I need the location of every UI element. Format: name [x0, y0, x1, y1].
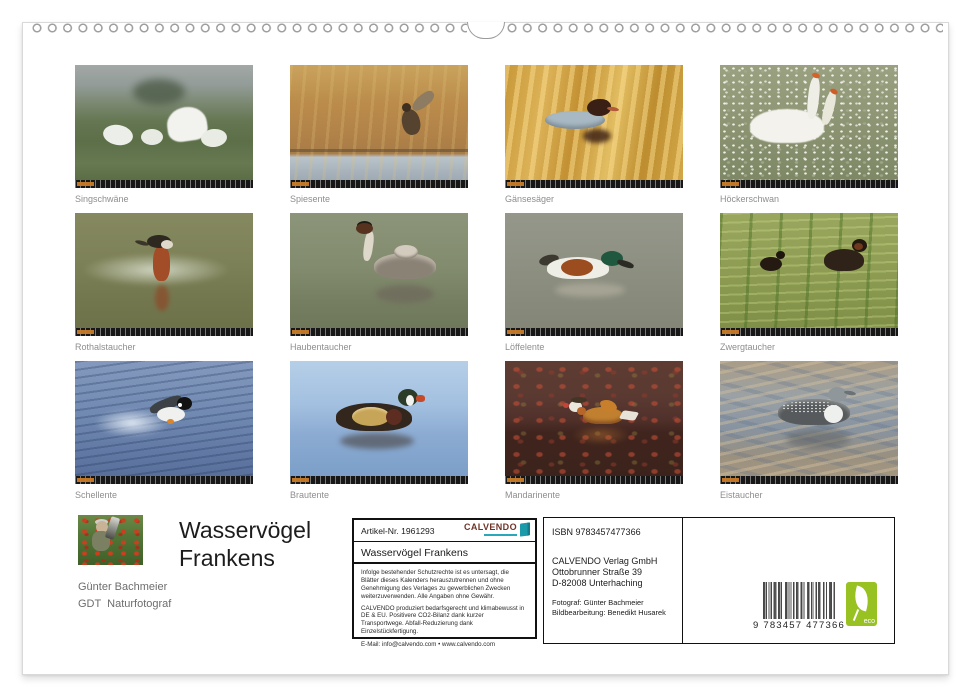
credit-line-photographer: Fotograf: Günter Bachmeier: [552, 598, 644, 607]
article-number-row: [354, 520, 535, 542]
thumbnail-caption: Eistaucher: [720, 490, 763, 500]
legal-paragraph-1: Infolge bestehender Schutzrechte ist es untersagt, die Blätter dieses Kalenders herauszutrennen und ohne Genehmigung des Verlages zu gewerblichen Zwecken weiterzuverwenden. Alle Angaben ohne Gewähr.: [361, 569, 511, 600]
calvendo-book-icon: [520, 522, 530, 536]
calendar-date-strip: [290, 476, 468, 484]
calendar-date-strip: [720, 328, 898, 336]
isbn-number: ISBN 9783457477366: [552, 527, 641, 537]
publisher-address-line: D-82008 Unterhaching: [552, 578, 643, 588]
calendar-thumbnail: [505, 361, 683, 500]
product-info-box: [352, 518, 537, 648]
bird-photo-spiesente: [290, 65, 468, 188]
contact-line: E-Mail: info@calvendo.com • www.calvendo.com: [361, 641, 495, 648]
thumbnail-caption: Zwergtaucher: [720, 342, 776, 352]
thumbnail-caption: Gänsesäger: [505, 194, 555, 204]
calendar-date-strip: [75, 328, 253, 336]
barcode-digits: 9 783457 477366: [753, 620, 845, 631]
publisher-box: [543, 517, 683, 644]
photographer-portrait: [78, 515, 143, 565]
calendar-date-strip: [505, 476, 683, 484]
barcode-box: [682, 517, 895, 644]
eco-leaf-stem: [853, 609, 859, 621]
bird-photo-haubentaucher: [290, 213, 468, 336]
calendar-thumbnail: [75, 213, 253, 352]
legal-paragraph-2: CALVENDO produziert bedarfsgerecht und klimabewusst in DE & EU. Positivere CO2-Bilanz dank kurzer Transportwege. Abfall-Reduzierung dank Einzelstückfertigung.: [361, 604, 525, 636]
bird-photo-gaensesaeger: [505, 65, 683, 188]
thumbnail-caption: Mandarinente: [505, 490, 561, 500]
ean-barcode: [763, 582, 835, 619]
calendar-thumbnail: [720, 213, 898, 352]
eco-leaf-icon: [851, 586, 871, 612]
publisher-address-line: Ottobrunner Straße 39: [552, 567, 643, 577]
publisher-address-line: CALVENDO Verlag GmbH: [552, 556, 658, 566]
calendar-thumbnail: [75, 361, 253, 500]
calendar-date-strip: [75, 476, 253, 484]
credits-block: [552, 598, 674, 617]
calendar-date-strip: [505, 328, 683, 336]
bird-photo-rothalstaucher: [75, 213, 253, 336]
calendar-date-strip: [290, 180, 468, 188]
page-title: [179, 516, 311, 572]
page-title-line2: Frankens: [179, 545, 275, 571]
calendar-date-strip: [505, 180, 683, 188]
calendar-thumbnail: [720, 361, 898, 500]
calendar-date-strip: [720, 180, 898, 188]
calvendo-wordmark: CALVENDO: [463, 522, 517, 533]
photographer-name: Günter Bachmeier: [78, 581, 168, 593]
credit-line-editing: Bildbearbeitung: Benedikt Husarek: [552, 607, 666, 617]
calendar-date-strip: [75, 180, 253, 188]
calvendo-wordmark-wrap: [464, 523, 517, 536]
bird-photo-schellente: [75, 361, 253, 484]
bird-photo-mandarinente: [505, 361, 683, 484]
binding-holes-right: [505, 21, 943, 35]
bird-photo-singschwaene: [75, 65, 253, 188]
thumbnail-caption: Singschwäne: [75, 194, 129, 204]
calvendo-logo: [464, 523, 530, 536]
calendar-thumbnail: [720, 65, 898, 204]
eco-label: eco: [863, 618, 875, 625]
calendar-date-strip: [290, 328, 468, 336]
bird-photo-hoeckerschwan: [720, 65, 898, 188]
binding-holes-left: [30, 21, 467, 35]
bird-photo-eistaucher: [720, 361, 898, 484]
calendar-date-strip: [720, 476, 898, 484]
thumbnail-caption: Schellente: [75, 490, 118, 500]
thumbnail-grid: [75, 65, 898, 500]
thumbnail-caption: Haubentaucher: [290, 342, 352, 352]
product-title: Wasservögel Frankens: [361, 547, 468, 559]
calendar-thumbnail: [290, 65, 468, 204]
calendar-thumbnail: [505, 65, 683, 204]
calendar-thumbnail: [505, 213, 683, 352]
photographer-credential: GDT Naturfotograf: [78, 598, 172, 610]
publisher-address: [552, 556, 674, 589]
article-number: Artikel-Nr. 1961293: [361, 526, 435, 536]
bird-photo-loeffelente: [505, 213, 683, 336]
thumbnail-caption: Löffelente: [505, 342, 545, 352]
bird-photo-brautente: [290, 361, 468, 484]
thumbnail-caption: Rothalstaucher: [75, 342, 136, 352]
thumbnail-caption: Spiesente: [290, 194, 331, 204]
eco-badge: [846, 582, 877, 626]
calendar-thumbnail: [290, 213, 468, 352]
thumbnail-caption: Brautente: [290, 490, 330, 500]
thumbnail-caption: Höckerschwan: [720, 194, 780, 204]
product-title-row: [354, 542, 535, 564]
bird-photo-zwergtaucher: [720, 213, 898, 336]
calvendo-tagline-bar: [484, 534, 517, 536]
calendar-thumbnail: [75, 65, 253, 204]
calendar-thumbnail: [290, 361, 468, 500]
page-title-line1: Wasservögel: [179, 517, 312, 543]
legal-text-block: [354, 564, 535, 648]
